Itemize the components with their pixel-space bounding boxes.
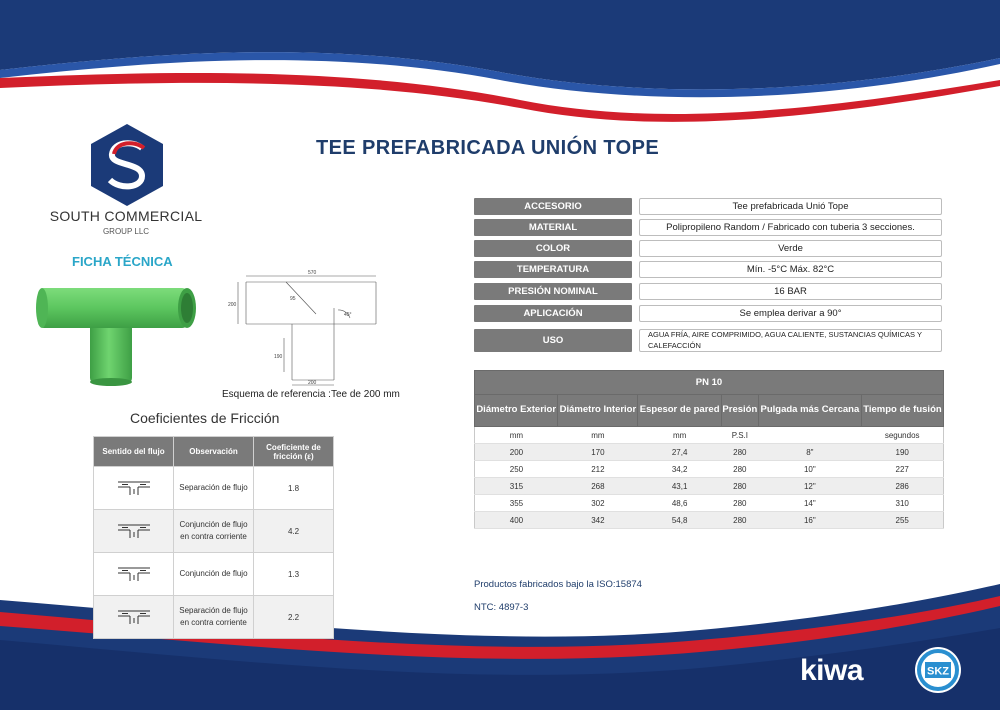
pn10-table [474,370,944,529]
company-subtitle: GROUP LLC [102,227,150,236]
tee-flow-counter-junction-icon [116,520,152,540]
company-name: SOUTH COMMERCIAL [49,208,203,224]
pn10-title: PN 10 [475,371,944,395]
pn10-cell: 342 [558,512,638,529]
friction-value: 1.8 [254,467,334,510]
pn10-header: Diámetro Exterior [475,395,558,427]
spec-row-material [474,219,944,236]
green-tee-pipe-image [34,282,198,386]
pn10-cell: 280 [721,478,758,495]
table-row [475,444,944,461]
pn10-unit [758,427,861,444]
schema-dim-top: 570 [308,270,317,276]
pn10-cell: 212 [558,461,638,478]
friction-value: 1.3 [254,553,334,596]
tee-reference-schema [226,268,386,388]
schema-dim-diag: 95 [290,296,296,302]
pn10-cell: 250 [475,461,558,478]
table-row [94,596,334,639]
pn10-unit: mm [558,427,638,444]
tee-flow-junction-icon [116,563,152,583]
pn10-unit: P.S.I [721,427,758,444]
table-row [94,553,334,596]
spec-value: Mín. -5°C Máx. 82°C [639,261,942,278]
friction-observation: Conjunción de flujo en contra corriente [174,510,254,553]
pn10-cell: 255 [861,512,943,529]
schema-dim-bottom: 200 [308,380,317,386]
table-row [475,512,944,529]
ntc-note: NTC: 4897-3 [474,602,529,613]
spec-label: APLICACIÓN [474,305,632,322]
kiwa-logo: kiwa [800,654,864,687]
friction-observation: Conjunción de flujo [174,553,254,596]
pn10-cell: 48,6 [638,495,721,512]
pn10-cell: 280 [721,512,758,529]
pn10-cell: 268 [558,478,638,495]
pn10-cell: 280 [721,461,758,478]
pn10-cell: 16" [758,512,861,529]
spec-label: COLOR [474,240,632,257]
spec-row-accesorio [474,198,944,215]
pn10-cell: 10" [758,461,861,478]
pn10-header: Presión [721,395,758,427]
pn10-cell: 355 [475,495,558,512]
friction-header-flow: Sentido del flujo [94,437,174,467]
friction-value: 4.2 [254,510,334,553]
friction-observation: Separación de flujo en contra corriente [174,596,254,639]
friction-observation: Separación de flujo [174,467,254,510]
spec-label: USO [474,329,632,352]
spec-value: Tee prefabricada Unió Tope [639,198,942,215]
spec-label: PRESIÓN NOMINAL [474,283,632,300]
pn10-cell: 200 [475,444,558,461]
pn10-cell: 400 [475,512,558,529]
pn10-header: Pulgada más Cercana [758,395,861,427]
pn10-unit: mm [475,427,558,444]
schema-caption: Esquema de referencia :Tee de 200 mm [222,389,400,400]
spec-row-color [474,240,944,257]
pn10-cell: 190 [861,444,943,461]
pn10-cell: 12" [758,478,861,495]
iso-note: Productos fabricados bajo la ISO:15874 [474,579,642,590]
table-row [475,495,944,512]
skz-badge-icon [913,645,963,695]
pn10-header: Diámetro Interior [558,395,638,427]
friction-header-coefficient: Coeficiente de fricción (ε) [254,437,334,467]
tee-flow-counter-separation-icon [116,606,152,626]
table-row [94,467,334,510]
skz-text: SKZ [927,665,949,678]
spec-row-presion [474,283,944,300]
pn10-cell: 27,4 [638,444,721,461]
schema-dim-stem: 190 [274,354,283,360]
schema-dim-angle: 45° [344,312,352,318]
pn10-cell: 286 [861,478,943,495]
friction-table [93,436,334,639]
friction-title: Coeficientes de Fricción [130,410,280,426]
spec-row-aplicacion [474,305,944,322]
table-row [475,478,944,495]
spec-value: Verde [639,240,942,257]
pn10-cell: 315 [475,478,558,495]
spec-value: Polipropileno Random / Fabricado con tuberia 3 secciones. [639,219,942,236]
table-row [475,427,944,444]
spec-row-uso [474,329,944,352]
pn10-cell: 302 [558,495,638,512]
pn10-cell: 280 [721,444,758,461]
pn10-cell: 43,1 [638,478,721,495]
schema-dim-left: 200 [228,302,237,308]
pn10-cell: 14" [758,495,861,512]
pn10-cell: 227 [861,461,943,478]
pn10-cell: 54,8 [638,512,721,529]
pn10-unit: segundos [861,427,943,444]
pn10-cell: 280 [721,495,758,512]
spec-row-temperatura [474,261,944,278]
pn10-cell: 170 [558,444,638,461]
page-title: TEE PREFABRICADA UNIÓN TOPE [316,137,660,159]
spec-value: 16 BAR [639,283,942,300]
pn10-cell: 8" [758,444,861,461]
spec-label: TEMPERATURA [474,261,632,278]
table-row [475,461,944,478]
spec-label: ACCESORIO [474,198,632,215]
pn10-cell: 34,2 [638,461,721,478]
spec-value: Se emplea derivar a 90° [639,305,942,322]
company-logo [88,122,166,208]
spec-label: MATERIAL [474,219,632,236]
pn10-cell: 310 [861,495,943,512]
friction-header-observation: Observación [174,437,254,467]
friction-value: 2.2 [254,596,334,639]
company-name-block [40,208,212,236]
pn10-unit: mm [638,427,721,444]
pn10-header: Tiempo de fusión [861,395,943,427]
ficha-tecnica-label: FICHA TÉCNICA [72,254,173,269]
table-row [94,510,334,553]
pn10-header: Espesor de pared [638,395,721,427]
spec-value: AGUA FRÍA, AIRE COMPRIMIDO, AGUA CALIENTE, SUSTANCIAS QUÍMICAS Y CALEFACCIÓN [639,329,942,352]
tee-flow-separation-icon [116,477,152,497]
